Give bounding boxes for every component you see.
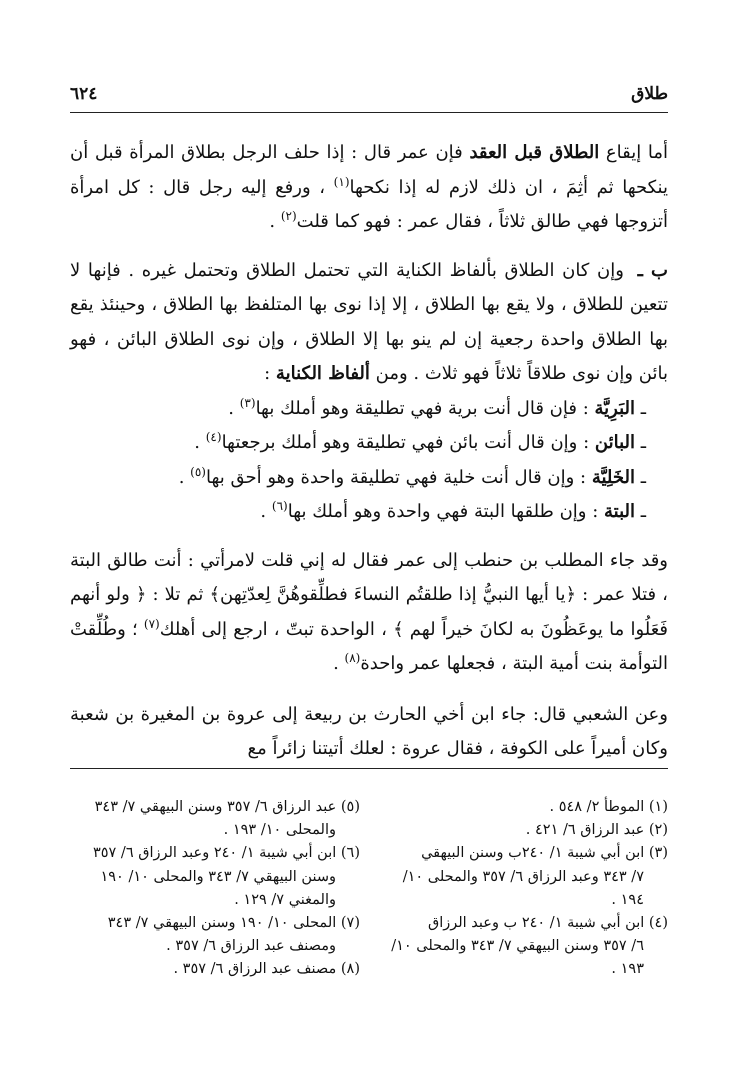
text: : وإن طلقها البتة فهي واحدة وهو أملك بها — [287, 501, 604, 522]
footnote-ref: (٢) — [280, 209, 297, 223]
key-term: الخَلِيَّة — [591, 466, 635, 488]
dash: ـ — [635, 501, 646, 522]
footnote-ref: (٣) — [239, 395, 256, 410]
page-header — [70, 84, 668, 110]
paragraph-shabi-report: وعن الشعبي قال: جاء ابن أخي الحارث بن ربيعة إلى عروة بن المغيرة بن شعبة وكان أميراً على الكوفة ، فقال عروة : لعلك أتيتنا زائراً مع — [70, 703, 668, 759]
footnote-text: (٥) عبد الرزاق ٦/ ٣٥٧ وسنن البيهقي ٧/ ٣٤٣ — [94, 799, 360, 815]
dash: ـ — [635, 466, 646, 488]
text: : — [264, 363, 276, 384]
footnote-text: (٦) ابن أبي شيبة ١/ ٢٤٠ وعبد الرزاق ٦/ ٣٥٧ — [92, 845, 360, 862]
dash: ـ — [635, 397, 646, 419]
key-term: البائن — [594, 432, 635, 453]
footnote — [378, 796, 668, 819]
key-term: البَرِيَّة — [594, 397, 635, 419]
footnote — [70, 912, 360, 935]
footnote-ref: (٨) — [344, 651, 361, 665]
footnote — [378, 912, 668, 935]
text: وإن كان الطلاق بألفاظ الكناية التي تحتمل الطلاق وتحتمل غيره . فإنها لا تتعين للطلاق ، ولا يقع بها الطلاق ، إلا إذا نوى بها المتلفظ بها الطلاق ، وحينئذ يقع بها الطلاق واحدة رجعية إن لم ينو بها إلا الطلاق ، وإن نوى الطلاق البائن ، فهو بائن وإن نوى طلاقاً ثلاثاً فهو ثلاث . ومن — [70, 259, 668, 384]
list-item — [70, 461, 668, 496]
running-title: طلاق — [631, 84, 668, 104]
footnote-continuation: والمحلى ١٠/ ١٩٣ . — [223, 822, 336, 839]
footnote-text: (٣) ابن أبي شيبة ١/ ٢٤٠ب وسنن البيهقي — [421, 845, 668, 862]
dash: ـ — [635, 432, 646, 453]
footnote-text: (٤) ابن أبي شيبة ١/ ٢٤٠ ب وعبد الرزاق — [427, 915, 668, 932]
footnotes-right-column — [378, 796, 668, 982]
text: . — [333, 653, 345, 674]
paragraph-muttalib-story — [70, 544, 668, 682]
footnote-ref: (٥) — [190, 464, 206, 479]
footnote — [70, 842, 360, 865]
main-text — [70, 136, 668, 767]
footnote-ref: (٦) — [271, 499, 288, 513]
key-term: ألفاظ الكناية — [275, 363, 370, 384]
spacer — [70, 530, 668, 544]
paragraph-pre-marriage-divorce — [70, 136, 668, 240]
footnote — [378, 842, 668, 865]
footnote-text: (٧) المحلى ١٠/ ١٩٠ وسنن البيهقي ٧/ ٣٤٣ — [107, 915, 360, 932]
footnote-ref: (٧) — [143, 616, 160, 631]
footnote-text: (٢) عبد الرزاق ٦/ ٤٢١ . — [525, 822, 668, 839]
key-term: الطلاق قبل العقد — [469, 142, 600, 163]
text: أما إيقاع — [599, 142, 668, 163]
footnote-continuation: ٦/ ٣٥٧ وسنن البيهقي ٧/ ٣٤٣ والمحلى ١٠/ ١٩٣ . — [391, 938, 644, 978]
text: . — [194, 432, 206, 453]
footnote-continuation: ٧/ ٣٤٣ وعبد الرزاق ٦/ ٣٥٧ والمحلى ١٠/ ١٩٤ . — [402, 868, 644, 908]
spacer — [70, 682, 668, 698]
footnote-ref: (١) — [333, 174, 350, 189]
footnote-text: (٨) مصنف عبد الرزاق ٦/ ٣٥٧ . — [173, 961, 360, 978]
page-number: ٦٢٤ — [70, 84, 98, 104]
text: وقد جاء المطلب بن حنطب إلى عمر فقال له إني قلت لامرأتي : أنت طالق البتة ، فتلا عمر : ﴿يا أيها النبيُّ إذا طلقتُم النساءَ فطلِّقوهُنَّ لِعدّتِهن﴾ ثم تلا : ﴿ ولو أنهم فَعَلُوا ما يوعَظُونَ به لكانَ خيراً لهم ﴾ ، الواحدة تبتّ ، ارجع إلى أهلك — [70, 549, 668, 640]
text: . — [260, 501, 272, 522]
text: : وإن قال أنت بائن فهي تطليقة وهو أملك برجعتها — [221, 432, 595, 453]
text: ؛ وطُلِّقتْ التوأمة بنت أمية البتة ، فجعلها عمر واحدة — [70, 618, 668, 674]
footnotes-left-column — [70, 796, 360, 982]
key-term: البتة — [604, 501, 635, 522]
footnote — [70, 958, 360, 981]
footnote-continuation: وسنن البيهقي ٧/ ٣٤٣ والمحلى ١٠/ ١٩٠ والمغني ٧/ ١٢٩ . — [100, 868, 336, 908]
footnote-ref: (٤) — [205, 430, 222, 444]
footnote-rule — [70, 768, 668, 769]
footnote-text: (١) الموطأ ٢/ ٥٤٨ . — [549, 799, 668, 815]
text: . — [228, 397, 240, 419]
text: : وإن قال أنت خلية فهي تطليقة واحدة وهو أحق بها — [205, 466, 592, 488]
section-marker: ب ـ — [637, 259, 668, 281]
list-item — [70, 392, 668, 427]
text: : فإن قال أنت برية فهي تطليقة وهو أملك بها — [255, 397, 595, 419]
header-rule — [70, 112, 668, 113]
footnote-continuation: ومصنف عبد الرزاق ٦/ ٣٥٧ . — [166, 938, 336, 955]
text: . — [178, 466, 191, 488]
paragraph-allusive-words — [70, 254, 668, 392]
list-item — [70, 426, 668, 461]
text: فإن عمر قال : إذا حلف الرجل بطلاق المرأة قبل أن ينكحها ثم أثِمَ ، ان ذلك لازم له إذا نكحها — [70, 142, 669, 198]
footnote — [70, 796, 360, 819]
text: . — [269, 211, 281, 232]
list-item — [70, 495, 668, 530]
footnote — [378, 819, 668, 842]
spacer — [70, 240, 668, 254]
text: ، ورفع إليه رجل قال : كل امرأة أتزوجها فهي طالق ثلاثاً ، فقال عمر : فهو كما قلت — [70, 176, 668, 232]
